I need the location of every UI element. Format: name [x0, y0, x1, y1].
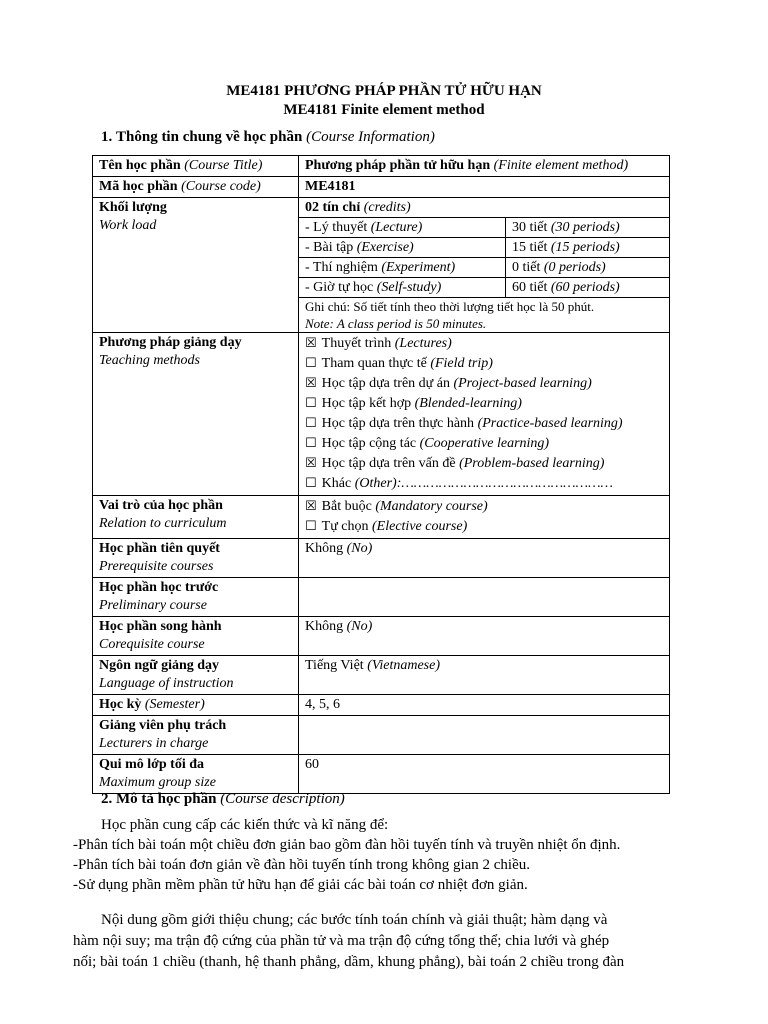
- unchecked-box-icon: ☐: [305, 416, 317, 431]
- description-bullet: -Phân tích bài toán một chiều đơn giản bao gồm đàn hồi tuyến tính và truyền nhiệt ổn định.: [73, 837, 621, 853]
- description-bullet: -Sử dụng phần mềm phần tử hữu hạn để giải các bài toán cơ nhiệt đơn giản.: [73, 877, 528, 893]
- value: 0 tiết: [512, 260, 541, 275]
- section-1-title-en: (Course Information): [306, 129, 435, 145]
- checked-box-icon: ☒: [305, 499, 317, 514]
- label: Giảng viên phụ trách: [99, 718, 227, 733]
- option-text-en: (Field trip): [430, 356, 493, 371]
- option-text: Tự chọn: [321, 519, 369, 534]
- option-text: Học tập dựa trên thực hành: [321, 416, 475, 431]
- label: Qui mô lớp tối đa: [99, 757, 204, 772]
- checked-box-icon: ☒: [305, 456, 317, 471]
- workload-row: [299, 238, 669, 258]
- section-2-title: Mô tả học phần: [116, 791, 217, 807]
- option-text-en: (Other):……………………………………………: [354, 476, 613, 491]
- label-en: Relation to curriculum: [99, 516, 227, 531]
- option-text-en: (Mandatory course): [375, 499, 488, 514]
- option-text: Khác: [321, 476, 352, 491]
- value-en: (No): [346, 541, 373, 556]
- method-option: [305, 454, 664, 474]
- label: Học phần học trước: [99, 580, 219, 595]
- value: 4, 5, 6: [305, 697, 340, 712]
- row-course-title: [93, 156, 670, 177]
- section-2-number: 2.: [101, 791, 113, 807]
- method-option: [305, 414, 664, 434]
- option-text: Học tập kết hợp: [321, 396, 412, 411]
- unchecked-box-icon: ☐: [305, 396, 317, 411]
- row-prerequisite: [93, 539, 670, 578]
- unchecked-box-icon: ☐: [305, 436, 317, 451]
- method-option: [305, 334, 664, 354]
- row-course-code: [93, 177, 670, 198]
- row-lecturers: [93, 716, 670, 755]
- workload-row: [299, 258, 669, 278]
- unchecked-box-icon: ☐: [305, 519, 317, 534]
- workload-note-en: Note: A class period is 50 minutes.: [305, 316, 487, 331]
- description-content: Nội dung gồm giới thiệu chung; các bước tính toán chính và giải thuật; hàm dạng và: [101, 912, 608, 928]
- value: Không: [305, 619, 344, 634]
- course-title-en: ME4181 Finite element method: [283, 102, 485, 118]
- item: - Lý thuyết: [305, 220, 368, 235]
- value: Phương pháp phần tử hữu hạn: [305, 158, 491, 173]
- value: 60: [305, 757, 319, 772]
- method-option: [305, 434, 664, 454]
- item-en: (Experiment): [381, 260, 456, 275]
- option-text-en: (Problem-based learning): [459, 456, 605, 471]
- label: Học kỳ: [99, 697, 142, 712]
- relation-option: [305, 497, 664, 517]
- option-text-en: (Blended-learning): [414, 396, 522, 411]
- option-text: Học tập dựa trên vấn đề: [321, 456, 456, 471]
- value: ME4181: [305, 179, 356, 194]
- description-content: hàm nội suy; ma trận độ cứng của phần tử và ma trận độ cứng tổng thể; chia lưới và ghép: [73, 933, 610, 949]
- label-en: (Course Title): [184, 158, 263, 173]
- unchecked-box-icon: ☐: [305, 476, 317, 491]
- row-workload: [93, 198, 670, 333]
- option-text: Học tập cộng tác: [321, 436, 417, 451]
- workload-note-vi: Ghi chú: Số tiết tính theo thời lượng tiết học là 50 phút.: [305, 299, 595, 314]
- label: Khối lượng: [99, 200, 167, 215]
- value: Tiếng Việt: [305, 658, 364, 673]
- course-title-vi: ME4181 PHƯƠNG PHÁP PHẦN TỬ HỮU HẠN: [226, 83, 542, 99]
- option-text-en: (Cooperative learning): [419, 436, 550, 451]
- unchecked-box-icon: ☐: [305, 356, 317, 371]
- label-en: Lecturers in charge: [99, 736, 209, 751]
- credits: 02 tín chỉ: [305, 200, 361, 215]
- value-en: (30 periods): [550, 220, 620, 235]
- value-en: (15 periods): [550, 240, 620, 255]
- value-en: (60 periods): [550, 280, 620, 295]
- row-corequisite: [93, 617, 670, 656]
- option-text-en: (Project-based learning): [453, 376, 592, 391]
- label: Học phần tiên quyết: [99, 541, 220, 556]
- item: - Giờ tự học: [305, 280, 374, 295]
- workload-breakdown: [299, 217, 669, 298]
- label-en: Work load: [99, 218, 157, 233]
- method-option: [305, 394, 664, 414]
- option-text-en: (Elective course): [372, 519, 468, 534]
- row-preliminary: [93, 578, 670, 617]
- label-en: Prerequisite courses: [99, 559, 214, 574]
- description-intro: Học phần cung cấp các kiến thức và kĩ năng để:: [101, 817, 389, 833]
- checked-box-icon: ☒: [305, 376, 317, 391]
- label-en: Preliminary course: [99, 598, 207, 613]
- value: 15 tiết: [512, 240, 548, 255]
- item: - Bài tập: [305, 240, 354, 255]
- label-en: (Course code): [181, 179, 261, 194]
- item-en: (Self-study): [376, 280, 442, 295]
- value-en: (No): [346, 619, 373, 634]
- row-language: [93, 656, 670, 695]
- section-1-number: 1.: [101, 129, 113, 145]
- label: Mã học phần: [99, 179, 178, 194]
- value-en: (Finite element method): [493, 158, 629, 173]
- option-text: Thuyết trình: [321, 336, 392, 351]
- description-bullet: -Phân tích bài toán đơn giản về đàn hồi tuyến tính trong không gian 2 chiều.: [73, 857, 531, 873]
- item-en: (Exercise): [356, 240, 414, 255]
- checked-box-icon: ☒: [305, 336, 317, 351]
- workload-row: [299, 218, 669, 238]
- method-option: [305, 354, 664, 374]
- option-text-en: (Lectures): [394, 336, 452, 351]
- value-en: (0 periods): [543, 260, 606, 275]
- label-en: Language of instruction: [99, 676, 234, 691]
- row-group-size: [93, 755, 670, 794]
- row-relation: [93, 496, 670, 539]
- option-text: Tham quan thực tế: [321, 356, 427, 371]
- course-info-table: [92, 155, 670, 794]
- option-text: Học tập dựa trên dự án: [321, 376, 450, 391]
- label-en: Maximum group size: [99, 775, 216, 790]
- label: Phương pháp giảng dạy: [99, 335, 242, 350]
- label: Vai trò của học phần: [99, 498, 223, 513]
- label-en: Teaching methods: [99, 353, 200, 368]
- method-option: [305, 374, 664, 394]
- value: 30 tiết: [512, 220, 548, 235]
- label: Tên học phần: [99, 158, 181, 173]
- relation-option: [305, 517, 664, 537]
- option-text: Bắt buộc: [321, 499, 372, 514]
- credits-en: (credits): [363, 200, 411, 215]
- method-option: [305, 474, 664, 494]
- item: - Thí nghiệm: [305, 260, 378, 275]
- workload-row: [299, 278, 669, 298]
- section-2-title-en: (Course description): [220, 791, 345, 807]
- section-1-heading: [101, 128, 435, 146]
- section-2-heading: [101, 790, 345, 808]
- value-en: (Vietnamese): [367, 658, 441, 673]
- label: Ngôn ngữ giảng dạy: [99, 658, 220, 673]
- label: Học phần song hành: [99, 619, 222, 634]
- value: 60 tiết: [512, 280, 548, 295]
- item-en: (Lecture): [370, 220, 423, 235]
- row-semester: [93, 695, 670, 716]
- label-en: (Semester): [144, 697, 205, 712]
- option-text-en: (Practice-based learning): [477, 416, 623, 431]
- section-1-title: Thông tin chung về học phần: [116, 129, 303, 145]
- value: Không: [305, 541, 344, 556]
- row-teaching-methods: [93, 333, 670, 496]
- description-content: nối; bài toán 1 chiều (thanh, hệ thanh phẳng, dầm, khung phẳng), bài toán 2 chiều trong đàn: [73, 954, 625, 970]
- label-en: Corequisite course: [99, 637, 205, 652]
